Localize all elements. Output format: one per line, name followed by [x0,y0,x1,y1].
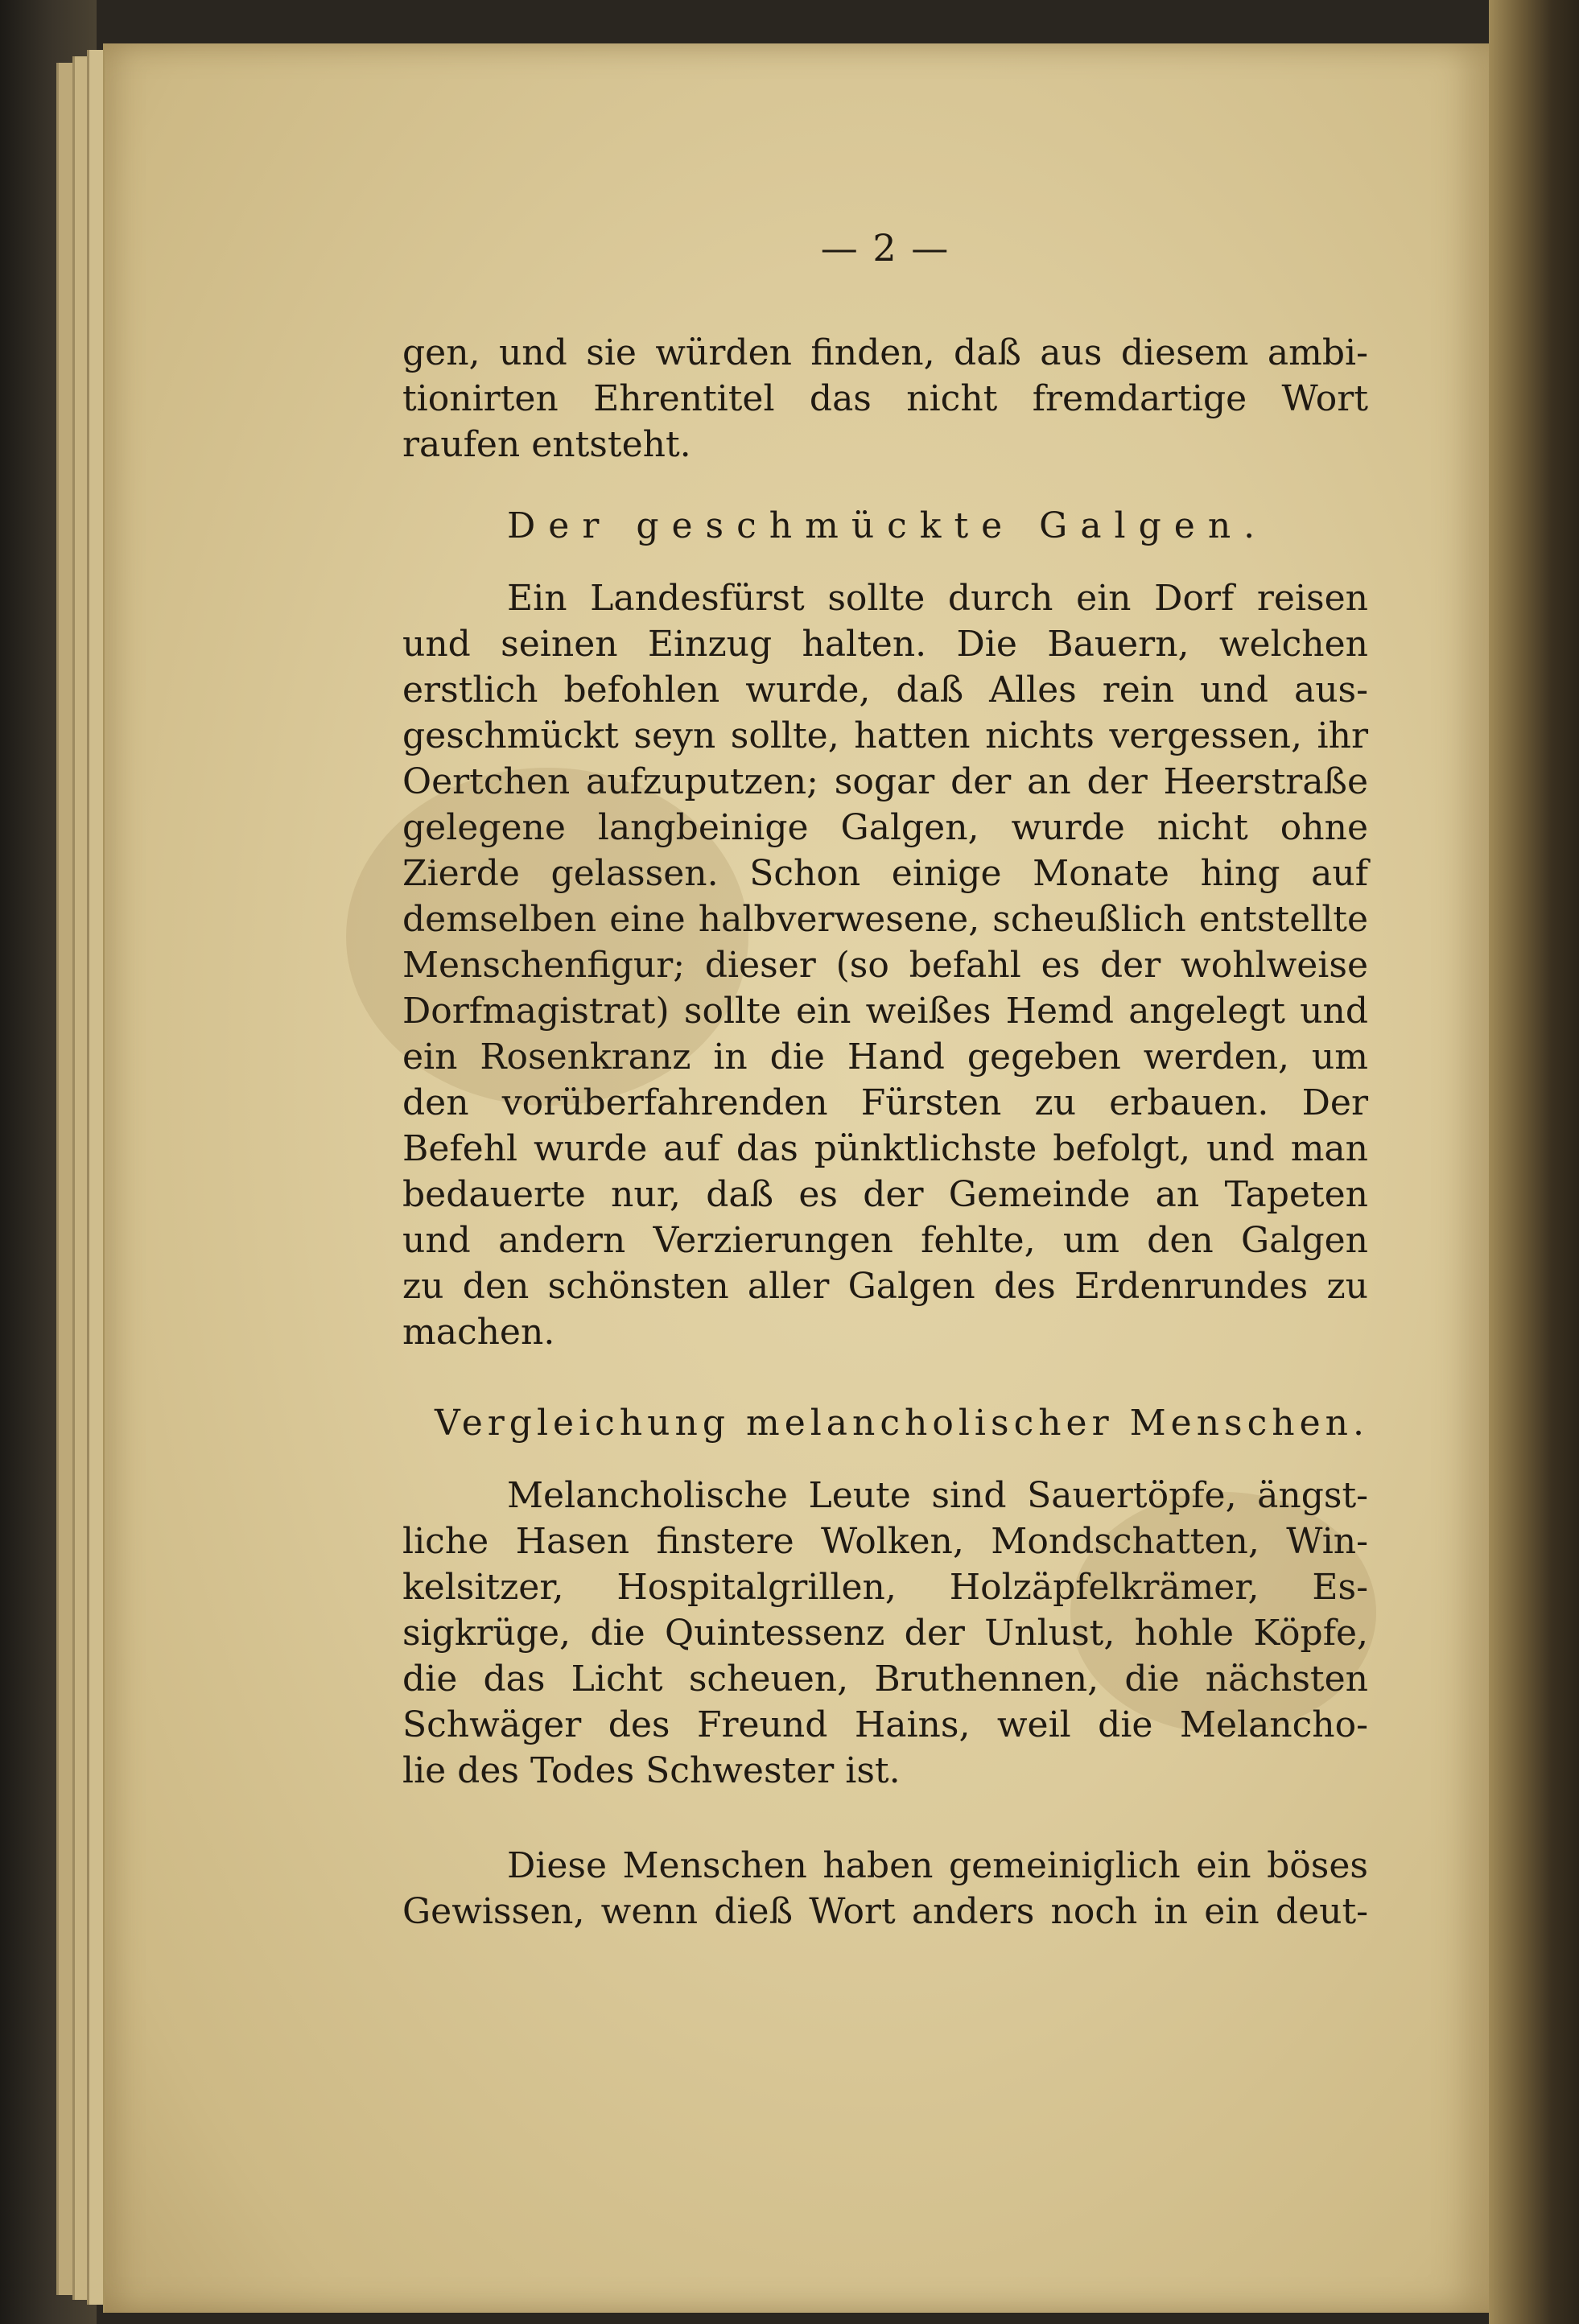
text-line: liche Hasen finstere Wolken, Mondschatten, Win- [402,1521,1368,1562]
text-line: Melancholische Leute sind Sauertöpfe, ängst- [507,1475,1368,1516]
text-line: die das Licht scheuen, Bruthennen, die nächsten [402,1659,1368,1700]
text-line: demselben eine halbverwesene, scheußlich entstellte [402,899,1368,940]
text-line: erstlich befohlen wurde, daß Alles rein und aus- [402,670,1368,711]
text-line: Dorfmagistrat) sollte ein weißes Hemd angelegt und [402,991,1368,1032]
text-line: ein Rosenkranz in die Hand gegeben werden, um [402,1036,1368,1078]
section-heading: Der geschmückte Galgen. [507,505,1268,546]
text-line: tionirten Ehrentitel das nicht fremdartige Wort [402,378,1368,419]
text-line: und seinen Einzug halten. Die Bauern, welchen [402,624,1368,665]
text-line: Gewissen, wenn dieß Wort anders noch in ein deut- [402,1891,1368,1932]
section-heading: Vergleichung melancholischer Menschen. [435,1403,1369,1444]
text-line: machen. [402,1312,555,1353]
text-line: Ein Landesfürst sollte durch ein Dorf reisen [507,578,1368,619]
text-line: Menschenfigur; dieser (so befahl es der wohlweise [402,945,1368,986]
text-line: Zierde gelassen. Schon einige Monate hing auf [402,853,1368,894]
text-line: den vorüberfahrenden Fürsten zu erbauen. Der [402,1082,1368,1123]
book-gutter [1489,0,1579,2324]
text-line: und andern Verzierungen fehlte, um den Galgen [402,1220,1368,1261]
text-line: bedauerte nur, daß es der Gemeinde an Tapeten [402,1174,1368,1215]
text-line: kelsitzer, Hospitalgrillen, Holzäpfelkrämer, Es- [402,1567,1368,1608]
text-line: zu den schönsten aller Galgen des Erdenrundes zu [402,1266,1368,1307]
text-line: sigkrüge, die Quintessenz der Unlust, hohle Köpfe, [402,1613,1368,1654]
text-line: Schwäger des Freund Hains, weil die Melancho- [402,1704,1368,1745]
text-line: lie des Todes Schwester ist. [402,1750,901,1791]
text-line: raufen entsteht. [402,424,691,465]
text-line: gen, und sie würden finden, daß aus diesem ambi- [402,332,1368,373]
page-number-header: — 2 — [820,226,950,270]
text-line: Diese Menschen haben gemeiniglich ein böses [507,1845,1368,1886]
text-line: gelegene langbeinige Galgen, wurde nicht ohne [402,807,1368,848]
text-line: geschmückt seyn sollte, hatten nichts vergessen, ihr [402,715,1368,756]
text-line: Befehl wurde auf das pünktlichste befolgt, und man [402,1128,1368,1169]
text-line: Oertchen aufzuputzen; sogar der an der Heerstraße [402,761,1368,802]
